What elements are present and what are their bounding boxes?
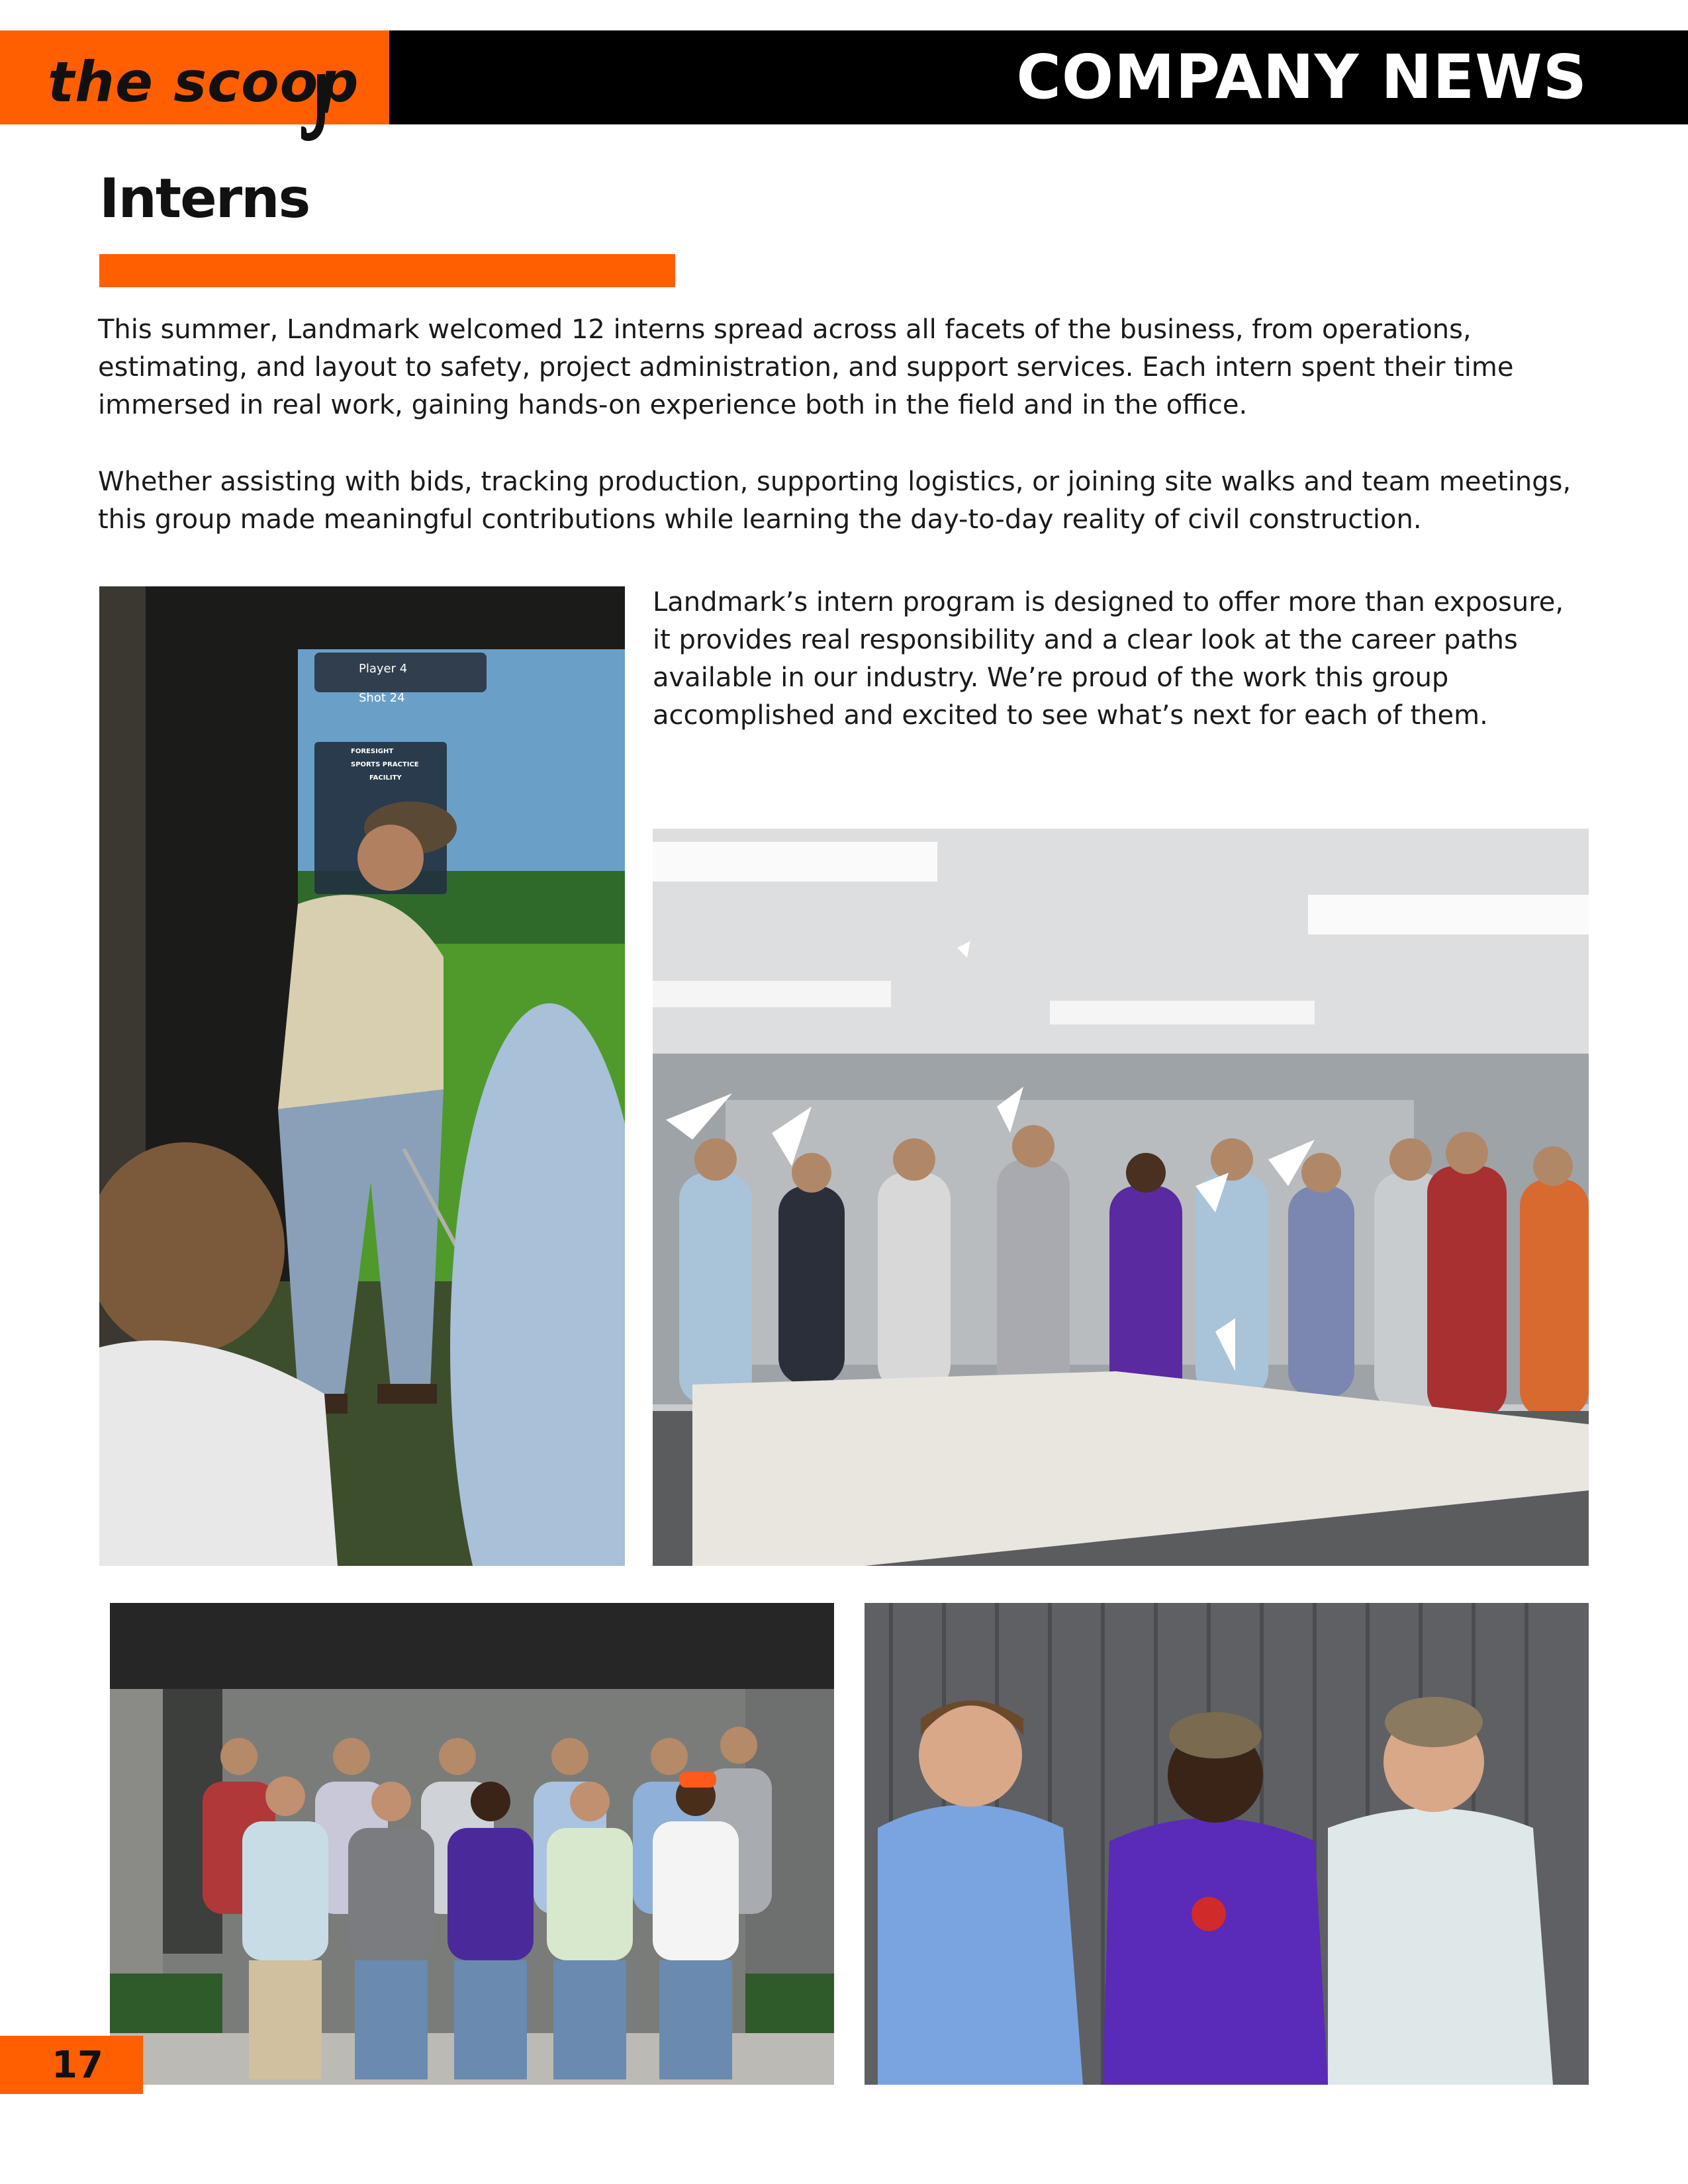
section-title: COMPANY NEWS bbox=[1016, 42, 1587, 113]
paragraph-program: Landmark’s intern program is designed to offer more than exposure, it provides real responsibility and a clear look at the career paths available in our industry. We’re proud of the work this group accomplished and excited to see what’s next for each of them. bbox=[653, 587, 1564, 731]
screen-menu-foresight: FORESIGHT bbox=[351, 748, 394, 755]
photo-paper-airplanes bbox=[653, 829, 1589, 1566]
paragraph-contributions: Whether assisting with bids, tracking production, supporting logistics, or joining site walks and team meetings, this group made meaningful contributions while learning the day-to-day reality of civil construction. bbox=[98, 467, 1571, 535]
article-heading: Interns bbox=[99, 167, 310, 230]
page-number: 17 bbox=[52, 2044, 103, 2087]
screen-menu-practice: SPORTS PRACTICE bbox=[351, 761, 419, 768]
screen-player-label: Player 4 bbox=[359, 662, 408, 676]
photo-three-interns bbox=[865, 1603, 1589, 2085]
paragraph-intro: This summer, Landmark welcomed 12 interns spread across all facets of the business, from operations, estimating, and layout to safety, project administration, and support services. Each intern spent their time immersed in real work, gaining hands-on experience both in the field and in the office. bbox=[98, 314, 1514, 420]
brand-logo-text: the scoop bbox=[48, 50, 359, 114]
screen-shot-label: Shot 24 bbox=[359, 691, 405, 705]
hook-logo-icon bbox=[301, 74, 341, 147]
heading-underline-bar bbox=[99, 254, 675, 287]
screen-menu-facility: FACILITY bbox=[369, 774, 402, 782]
photo-golf-simulator bbox=[99, 586, 625, 1566]
photo-intern-group bbox=[110, 1603, 834, 2085]
